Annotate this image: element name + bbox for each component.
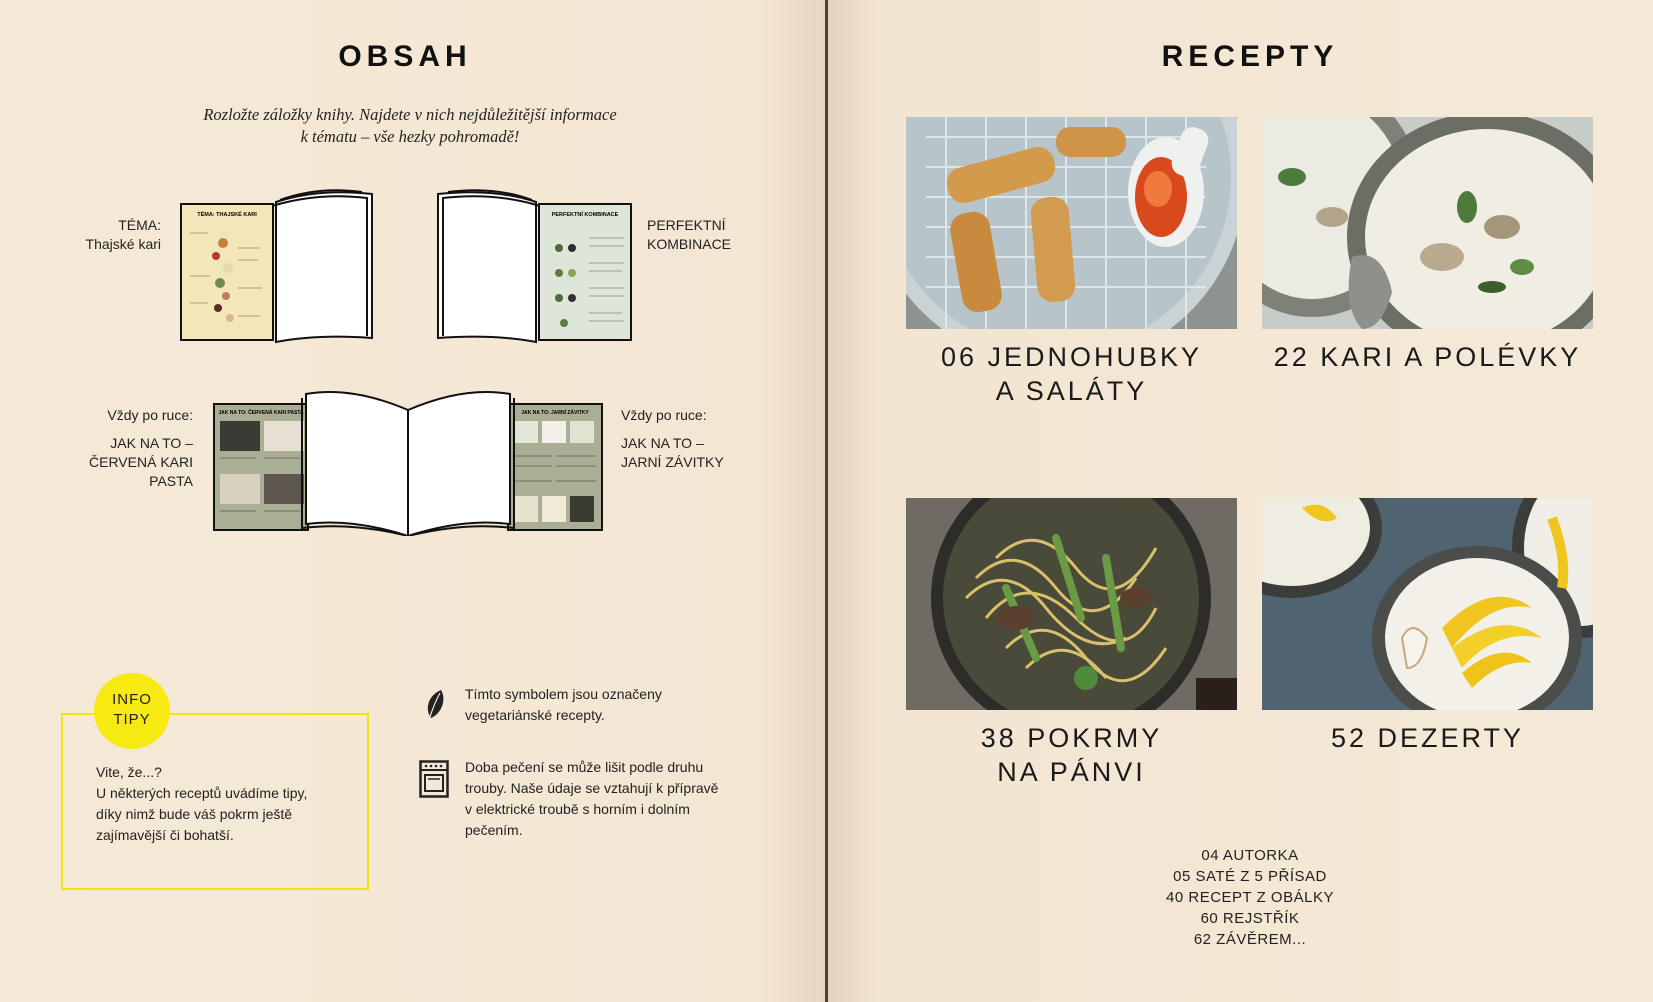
section-caption[interactable] bbox=[1262, 340, 1593, 374]
svg-text:JAK NA TO: JARNÍ ZÁVITKY: JAK NA TO: JARNÍ ZÁVITKY bbox=[521, 410, 589, 416]
page-title: RECEPTY bbox=[1161, 40, 1339, 73]
extra-item[interactable]: 60 REJSTŘÍK bbox=[1200, 910, 1300, 927]
badge-line: INFO bbox=[112, 691, 152, 708]
info-line: Vite, že...? bbox=[96, 764, 162, 780]
caption-line: 22 KARI A POLÉVKY bbox=[1273, 342, 1582, 372]
caption-line: 38 POKRMY bbox=[980, 723, 1163, 753]
note-line: Doba pečení se může lišit podle druhu bbox=[465, 759, 704, 775]
label-line: ČERVENÁ KARI bbox=[89, 454, 193, 470]
book-illustration-flaps bbox=[212, 386, 604, 536]
info-line: zajímavější či bohatší. bbox=[96, 827, 234, 843]
extra-item[interactable]: 40 RECEPT Z OBÁLKY bbox=[1166, 889, 1334, 906]
intro-line: k tématu – vše hezky pohromadě! bbox=[300, 127, 520, 146]
caption-line: A SALÁTY bbox=[995, 376, 1148, 406]
extra-item[interactable]: 04 AUTORKA bbox=[1201, 847, 1299, 864]
caption-line: NA PÁNVI bbox=[997, 757, 1146, 787]
extra-item[interactable]: 62 ZÁVĚREM... bbox=[1193, 931, 1307, 948]
info-line: díky nimž bude váš pokrm ještě bbox=[96, 806, 293, 822]
svg-text:TÉMA: THAJSKÉ KARI: TÉMA: THAJSKÉ KARI bbox=[197, 212, 257, 218]
svg-text:JAK NA TO: ČERVENÁ KARI PASTA: JAK NA TO: ČERVENÁ KARI PASTA bbox=[218, 410, 304, 416]
svg-text:PERFEKTNÍ KOMBINACE: PERFEKTNÍ KOMBINACE bbox=[551, 212, 619, 218]
note-line: vegetariánské recepty. bbox=[465, 707, 605, 723]
perfektni-label bbox=[647, 216, 757, 254]
book-illustration-kombinace bbox=[424, 188, 634, 344]
note-line: Tímto symbolem jsou označeny bbox=[465, 686, 662, 702]
extra-sections-list bbox=[1100, 845, 1400, 950]
right-flap-label bbox=[621, 406, 761, 472]
info-tips-text bbox=[96, 762, 356, 846]
noodles-photo bbox=[906, 498, 1237, 710]
spring-rolls-photo bbox=[906, 117, 1237, 329]
intro-line: Rozložte záložky knihy. Najdete v nich nejdůležitější informace bbox=[203, 105, 617, 124]
curry-soup-photo bbox=[1262, 117, 1593, 329]
label-line: PERFEKTNÍ bbox=[647, 217, 726, 233]
section-caption[interactable] bbox=[906, 721, 1237, 789]
leaf-icon bbox=[423, 688, 447, 722]
section-caption[interactable] bbox=[906, 340, 1237, 408]
info-tips-badge bbox=[94, 673, 170, 749]
note-line: trouby. Naše údaje se vztahují k přípravě bbox=[465, 780, 719, 796]
page-title: OBSAH bbox=[338, 40, 472, 73]
label-line: JARNÍ ZÁVITKY bbox=[621, 454, 724, 470]
veg-note bbox=[465, 684, 765, 726]
left-flap-label bbox=[60, 406, 193, 491]
badge-line: TIPY bbox=[113, 711, 151, 728]
oven-icon bbox=[419, 760, 449, 798]
note-line: v elektrické troubě s horním i dolním bbox=[465, 801, 690, 817]
caption-line: 52 DEZERTY bbox=[1330, 723, 1525, 753]
left-page bbox=[0, 0, 826, 1002]
label-line: KOMBINACE bbox=[647, 236, 732, 252]
oven-note bbox=[465, 757, 785, 841]
label-line: JAK NA TO – bbox=[110, 435, 193, 451]
label-line: Vždy po ruce: bbox=[621, 407, 707, 423]
label-line: TÉMA: bbox=[118, 217, 161, 233]
book-illustration-tema bbox=[178, 188, 388, 344]
label-line: Thajské kari bbox=[85, 236, 161, 252]
label-line: PASTA bbox=[149, 473, 193, 489]
extra-item[interactable]: 05 SATÉ Z 5 PŘÍSAD bbox=[1173, 868, 1327, 885]
mango-rice-photo bbox=[1262, 498, 1593, 710]
label-line: JAK NA TO – bbox=[621, 435, 704, 451]
note-line: pečením. bbox=[465, 822, 523, 838]
caption-line: 06 JEDNOHUBKY bbox=[940, 342, 1203, 372]
intro-text bbox=[170, 104, 650, 148]
section-caption[interactable] bbox=[1262, 721, 1593, 755]
tema-label bbox=[40, 216, 161, 254]
label-line: Vždy po ruce: bbox=[107, 407, 193, 423]
info-line: U některých receptů uvádíme tipy, bbox=[96, 785, 308, 801]
